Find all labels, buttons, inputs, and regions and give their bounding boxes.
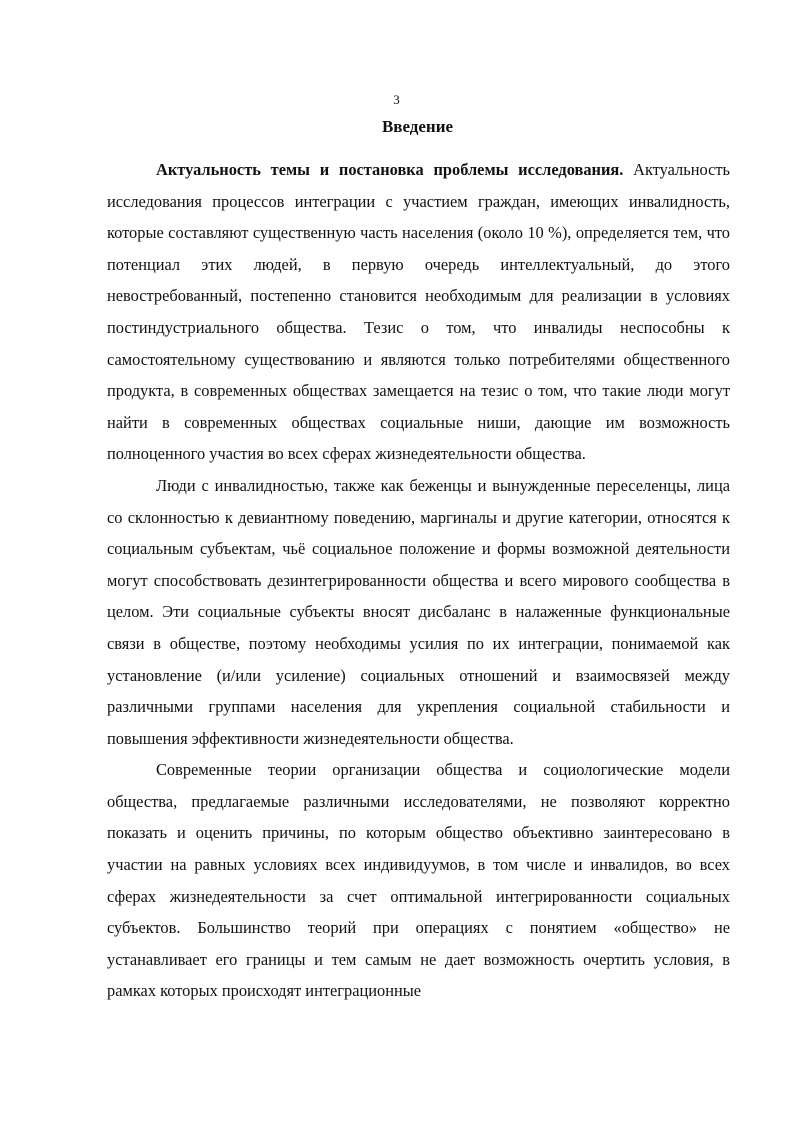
body-text bbox=[107, 154, 730, 1007]
paragraph-text: Люди с инвалидностью, также как беженцы и вынужденные переселенцы, лица со склонностью к девиантному поведению, маргиналы и другие категории, относятся к социальным субъектам, чьё социальное положение и формы возможной деятельности могут способствовать дезинтегрированности общества и всего мирового сообщества в целом. Эти социальные субъекты вносят дисбаланс в налаженные функциональные связи в обществе, поэтому необходимы усилия по их интеграции, понимаемой как установление (и/или усиление) социальных отношений и взаимосвязей между различными группами населения для укрепления социальной стабильности и повышения эффективности жизнедеятельности общества. bbox=[107, 475, 730, 748]
section-heading: Введение bbox=[381, 117, 454, 136]
page-number: 3 bbox=[393, 92, 400, 107]
paragraph-text: Современные теории организации общества и социологические модели общества, предлагаемые различными исследователями, не позволяют корректно показать и оценить причины, по которым общество объективно заинтересовано в участии на равных условиях всех индивидуумов, в том числе и инвалидов, во всех сферах жизнедеятельности за счет оптимальной интегрированности социальных субъектов. Большинство теорий при операциях с понятием «общество» не устанавливает его границы и тем самым не дает возможность очертить условия, в рамках которых происходят интеграционные bbox=[107, 760, 730, 1001]
paragraph-text: Актуальность исследования процессов интеграции с участием граждан, имеющих инвалидность, которые составляют существенную часть населения (около 10 %), определяется тем, что потенциал этих людей, в первую очередь интеллектуальный, до этого невостребованный, постепенно становится необходимым для реализации в условиях постиндустриального общества. Тезис о том, что инвалиды неспособны к самостоятельному существованию и являются только потребителями общественного продукта, в современных обществах замещается на тезис о том, что такие люди могут найти в современных обществах социальные ниши, дающие им возможность полноценного участия во всех сферах жизнедеятельности общества. bbox=[107, 160, 730, 464]
paragraph-lead: Актуальность темы и постановка проблемы исследования. bbox=[156, 160, 624, 179]
paragraph-1 bbox=[107, 154, 730, 470]
paragraph-2 bbox=[107, 470, 730, 754]
paragraph-3 bbox=[107, 754, 730, 1007]
